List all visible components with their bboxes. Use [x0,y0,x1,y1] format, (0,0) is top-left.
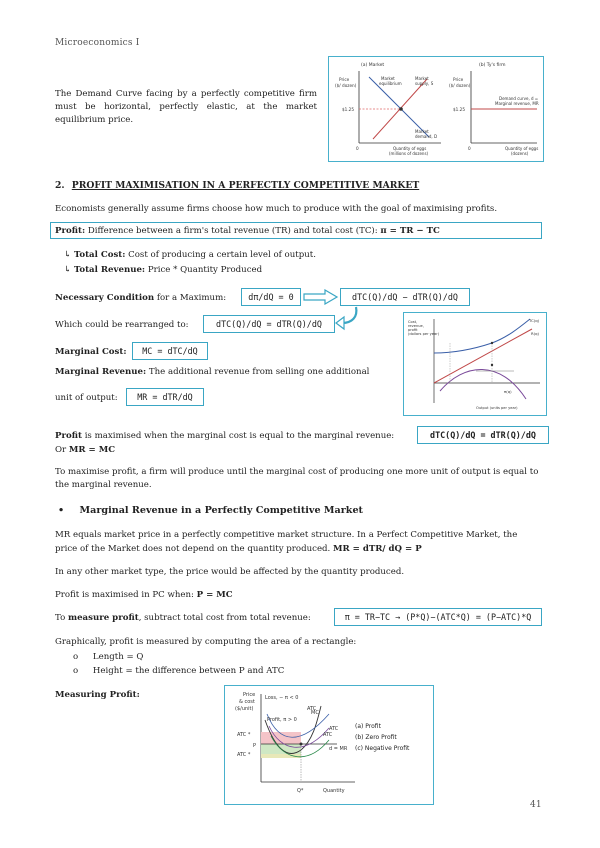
pc-profit-text: Profit is maximised in PC when: [55,590,194,600]
marginal-cost-label [55,346,127,358]
maxim-or-line [55,444,115,456]
rectangle-paragraph: Graphically, profit is measured by computing the area of a rectangle: [55,637,357,647]
other-market-paragraph: In any other market type, the price would be affected by the quantity produced. [55,567,405,577]
mr-price-line-2 [55,543,422,555]
maxim-or: Or [55,445,67,455]
dpi-dq-box: dπ/dQ = 0 [241,288,301,306]
mr-formula-box: MR = dTR/dQ [126,388,204,406]
arrow-icon: ↳ [64,250,72,260]
page-number: 41 [530,800,542,810]
fig2-y-3: profit [408,328,418,332]
rearranged-text: Which could be rearranged to: [55,320,189,330]
profit-definition-box [50,222,542,239]
fig1-ylabel-r1: Price [453,77,464,82]
fig3-atc-label-3: ATC [323,732,333,738]
mr-text-2: unit of output: [55,393,118,403]
mr-label: Marginal Revenue: [55,367,147,377]
fig3-mc-label: MC [311,710,319,716]
maxim-label: Profit [55,431,82,441]
market-vs-firm-figure [328,56,544,162]
tc-tr-diagram [404,313,546,415]
section-2-heading [55,180,419,192]
fig1-firm-demand-1: Demand curve, d = [499,96,539,101]
curved-arrow-icon [334,305,364,331]
fig1-ylabel-1: Price [339,77,350,82]
fig2-y-1: Cost, [408,320,418,324]
fig1-ylabel-r2: ($/ dozen) [449,83,471,88]
market-firm-diagram [329,57,543,161]
fig1-origin-right: 0 [468,146,471,151]
fig2-tr-label: R(q) [531,331,540,336]
fig3-profit-label: Profit, π > 0 [267,717,297,723]
fig3-atc-label-1: ATC [307,706,317,712]
fig1-xlabel-left-2: (millions of dozens) [389,151,429,156]
fig1-left-title: (a) Market [361,63,385,68]
fig1-demand-2: demand, D [415,134,438,139]
total-revenue-line [64,264,262,276]
fig3-atc-star-1: ATC * [237,732,251,738]
maxim-text: is maximised when the marginal cost is equal to the marginal revenue: [84,431,395,441]
fig3-y-3: ($/unit) [235,706,254,712]
fig3-legend-b: (b) Zero Profit [355,734,397,741]
section-2-intro: Economists generally assume firms choose how much to produce with the goal of maximising profits. [55,204,498,214]
dtc-minus-dtr-box: dTC(Q)/dQ − dTR(Q)/dQ [340,288,470,306]
total-cost-line [64,249,316,261]
fig3-legend-c: (c) Negative Profit [355,745,410,752]
fig3-loss-label: Loss, − π < 0 [265,695,299,701]
mc-label-text: Marginal Cost: [55,347,127,357]
fig1-xlabel-right-2: (dozens) [511,151,529,156]
fig2-pi-label: π(q) [504,389,512,394]
fig1-demand-1: Market [415,129,429,134]
mr-price-text: price of the Market does not depend on the quantity produced. [55,544,331,554]
marginal-revenue-line [55,366,369,378]
right-arrow-icon [303,289,339,305]
list-item [73,665,284,677]
fig1-right-title: (b) Ty's firm [479,63,506,68]
fig3-p-label: P [253,743,257,749]
arrow-icon: ↳ [64,265,72,275]
measure-bold: measure profit [67,613,139,623]
maxim-formula-box: dTC(Q)/dQ = dTR(Q)/dQ [417,426,549,444]
fig3-y-2: & cost [239,699,255,705]
fig1-supply-2: supply, S [415,81,434,86]
tr-text: Price * Quantity Produced [147,265,263,275]
fig1-xlabel-right-1: Quantity of eggs [505,146,539,151]
fig1-eq-1: Market [381,76,395,81]
measure-text-b: , subtract total cost from total revenue: [138,613,311,623]
fig3-atc-star-2: ATC * [237,752,251,758]
measure-text-a: To [55,613,66,623]
fig2-tc-label: TC(q) [529,318,540,323]
intro-paragraph: The Demand Curve facing by a perfectly competitive firm must be horizontal, perfectly elastic, at the market equilibrium price. [55,89,317,125]
list-item-text: Length = Q [92,652,144,662]
tr-label: Total Revenue: [73,265,146,275]
fig3-dmr-label: d = MR [329,746,348,752]
pc-profit-line [55,589,233,601]
fig1-price-tick-left: $1.25 [342,107,354,112]
tc-tr-profit-figure [403,312,547,416]
fig1-eq-2: equilibrium [379,81,402,86]
list-marker: o [73,666,79,676]
running-header: Microeconomics I [55,38,140,48]
fig1-xlabel-left-1: Quantity of eggs [393,146,427,151]
mc-formula-box: MC = dTC/dQ [132,342,208,360]
maxim-or-formula: MR = MC [68,445,116,455]
bullet-icon: • [58,505,65,516]
profit-maximised-line [55,430,394,442]
fig1-firm-demand-2: Marginal revenue, MR [495,101,539,106]
fig1-price-tick-right: $1.25 [453,107,465,112]
pc-profit-formula: P = MC [196,590,233,600]
fig1-supply-1: Market [415,76,429,81]
section-title: PROFIT MAXIMISATION IN A PERFECTLY COMPETITIVE MARKET [71,180,420,191]
fig1-ylabel-2: ($/ dozen) [335,83,357,88]
maximise-profit-paragraph: To maximise profit, a firm will produce until the marginal cost of producing one more unit of output is equal to the marginal revenue. [55,467,539,490]
list-item-text: Height = the difference between P and ATC [92,666,285,676]
measure-profit-formula-box: π = TR−TC → (P*Q)−(ATC*Q) = (P−ATC)*Q [334,608,542,626]
list-marker: o [73,652,79,662]
subsection-title: Marginal Revenue in a Perfectly Competitive Market [79,505,363,516]
fig2-x-label: Output (units per year) [476,406,518,410]
mr-text: The additional revenue from selling one additional [148,367,370,377]
nec-label: Necessary Condition [55,293,155,303]
subsection-heading [58,505,363,517]
profit-def-text: Difference between a firm's total revenue (TR) and total cost (TC): [87,226,378,236]
fig3-atc-label-2: ATC [329,726,339,732]
fig2-y-2: revenue, [408,324,424,328]
profit-area-diagram [225,686,433,804]
fig2-y-4: (dollars per year) [408,332,440,336]
profit-def-formula: π = TR − TC [380,226,440,236]
section-number: 2. [55,180,65,191]
tc-label: Total Cost: [73,250,126,260]
list-item [73,651,143,663]
fig3-quantity: Quantity [323,788,345,794]
nec-text: for a Maximum: [156,293,227,303]
necessary-condition-line [55,292,226,304]
tc-text: Cost of producing a certain level of output. [128,250,316,260]
fig3-q-star: Q* [297,788,304,794]
fig1-origin-left: 0 [356,146,359,151]
fig3-y-1: Price [243,692,256,698]
measuring-profit-figure [224,685,434,805]
fig3-legend-a: (a) Profit [355,723,381,730]
profit-def-label: Profit: [55,226,86,236]
rearranged-formula-box: dTC(Q)/dQ = dTR(Q)/dQ [203,315,335,333]
measure-profit-line [55,612,311,624]
measuring-profit-label: Measuring Profit: [55,690,140,700]
mr-price-formula: MR = dTR/ dQ = P [333,544,422,554]
mr-price-line-1: MR equals market price in a perfectly competitive market structure. In a Perfect Competitive Market, the [55,530,518,540]
